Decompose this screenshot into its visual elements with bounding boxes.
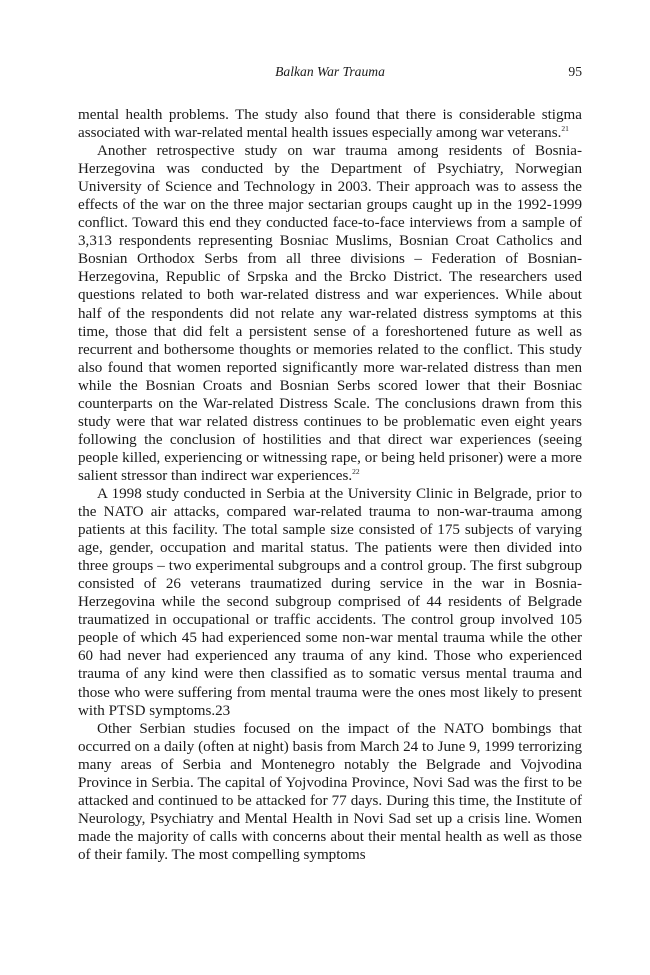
paragraph bbox=[78, 142, 582, 485]
running-title: Balkan War Trauma bbox=[275, 64, 385, 79]
page-header bbox=[78, 64, 582, 84]
paragraph-text: Another retrospective study on war trauma among residents of Bosnia-Herzegovina was conducted by the Department of Psychiatry, Norwegian University of Science and Technology in 2003. Their approach was to assess the effects of the war on the three major sectarian groups caught up in the 1992-1999 conflict. Toward this end they conducted face-to-face interviews from a sample of 3,313 respondents representing Bosniac Muslims, Bosnian Croat Catholics and Bosnian Orthodox Serbs from all three divisions – Federation of Bosnian-Herzegovina, Republic of Srpska and the Brcko District. The researchers used questions related to both war-related distress and war experiences. While about half of the respondents did not relate any war-related distress symptoms at this time, those that did felt a persistent sense of a foreshortened future as well as recurrent and bothersome thoughts or memories related to the conflict. This study also found that women reported significantly more war-related distress than men while the Bosnian Croats and Bosnian Serbs scored lower that their Bosniac counterparts on the War-related Distress Scale. The conclusions drawn from this study were that war related distress continues to be problematic even eight years following the conclusion of hostilities and that direct war experiences (seeing people killed, experiencing or witnessing rape, or being held prisoner) were a more salient stressor than indirect war experiences. bbox=[78, 143, 582, 484]
paragraph-text: Other Serbian studies focused on the impact of the NATO bombings that occurred on a daily (often at night) basis from March 24 to June 9, 1999 terrorizing many areas of Serbia and Montenegro notably the Belgrade and Vojvodina Province in Serbia. The capital of Yojvodina Province, Novi Sad was the first to be attacked and continued to be attacked for 77 days. During this time, the Institute of Neurology, Psychiatry and Mental Health in Novi Sad set up a crisis line. Women made the majority of calls with concerns about their mental health as well as those of their family. The most compelling symptoms bbox=[78, 720, 582, 863]
paragraph bbox=[78, 106, 582, 142]
body-text bbox=[78, 106, 582, 864]
paragraph-text: A 1998 study conducted in Serbia at the University Clinic in Belgrade, prior to the NATO air attacks, compared war-related trauma to non-war-trauma among patients at this facility. The total sample size consisted of 175 subjects of varying age, gender, occupation and marital status. The patients were then divided into three groups – two experimental subgroups and a control group. The first subgroup consisted of 26 veterans traumatized during service in the war in Bosnia-Herzegovina while the second subgroup comprised of 44 residents of Belgrade traumatized in occupational or traffic accidents. The control group involved 105 people of which 45 had experienced some non-war mental trauma while the other 60 had never had experienced any trauma of any kind. Those who experienced trauma of any kind were then classified as to somatic versus mental trauma and those who were suffering from mental trauma were the ones most likely to present with PTSD symptoms.23 bbox=[78, 485, 582, 719]
page-number: 95 bbox=[568, 64, 582, 79]
paragraph bbox=[78, 485, 582, 720]
paragraph-text: mental health problems. The study also found that there is considerable stigma associated with war-related mental health issues especially among war veterans. bbox=[78, 107, 582, 142]
footnote-ref: 22 bbox=[352, 466, 360, 476]
footnote-ref: 21 bbox=[561, 124, 569, 134]
paragraph bbox=[78, 720, 582, 864]
